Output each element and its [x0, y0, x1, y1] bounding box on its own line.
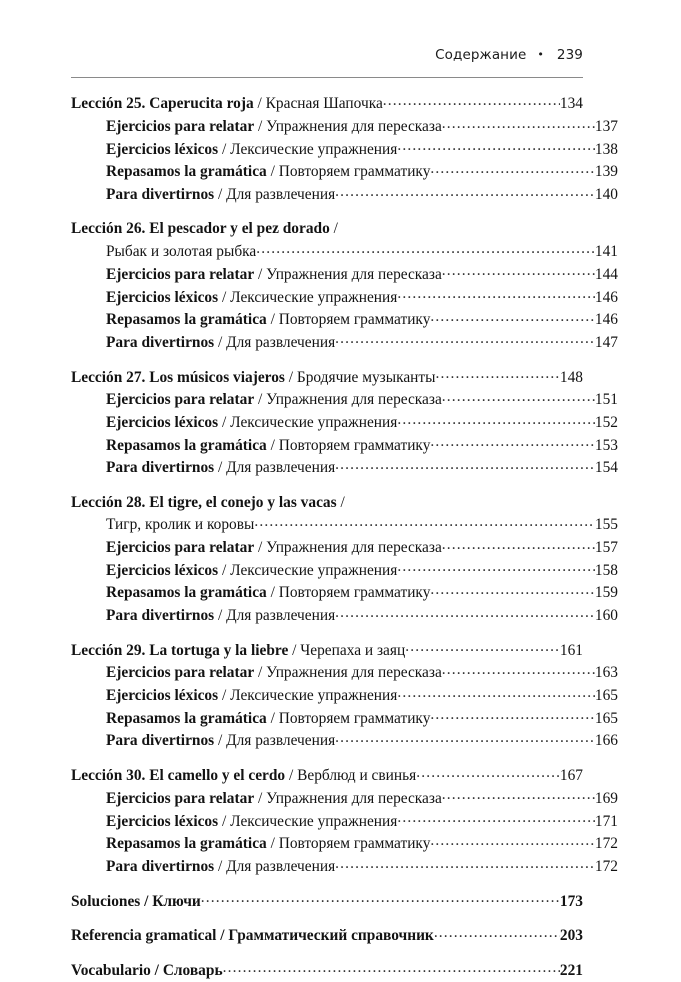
toc-entry-title-spanish: Ejercicios para relatar [106, 265, 255, 283]
toc-dot-leader [335, 856, 595, 871]
toc-entry-label [106, 788, 442, 810]
toc-entry-title-spanish: Ejercicios léxicos [106, 288, 219, 306]
toc-entry-label [106, 605, 335, 627]
toc-entry-title-spanish: Repasamos la gramática [106, 584, 267, 602]
toc-page-number: 138 [594, 140, 618, 158]
toc-entry-label [71, 960, 223, 982]
toc-dot-leader [397, 286, 595, 301]
toc-entry-title-russian: Упражнения для пересказа [266, 391, 442, 409]
toc-entry-label [106, 537, 442, 559]
toc-page-number: 140 [594, 186, 618, 204]
toc-entry-title-spanish: Ejercicios léxicos [106, 413, 219, 431]
toc-page-number: 147 [594, 333, 618, 351]
toc-entry-separator-slash: / [218, 288, 231, 306]
toc-entry-title-spanish: Soluciones [71, 892, 141, 910]
toc-backmatter-entry[interactable] [71, 925, 583, 948]
toc-dot-leader [435, 366, 559, 381]
toc-page-number: 165 [594, 709, 618, 727]
toc-entry-label [106, 457, 335, 479]
toc-page-number: 151 [594, 391, 618, 409]
toc-sub-entry[interactable] [71, 559, 618, 582]
toc-dot-leader [442, 116, 595, 131]
toc-lesson-heading[interactable] [71, 639, 583, 662]
toc-entry-title-spanish: Lección 30. El camello y el cerdo [71, 767, 286, 785]
toc-entry-title-russian: Лексические упражнения [230, 140, 398, 158]
toc-entry-separator-slash: / [254, 789, 267, 807]
toc-entry-title-russian: Для развлечения [226, 732, 336, 750]
toc-page-number: 146 [594, 311, 618, 329]
toc-dot-leader [430, 434, 595, 449]
toc-entry-title-spanish: Ejercicios para relatar [106, 664, 255, 682]
toc-page-number: 171 [594, 812, 618, 830]
toc-entry-title-russian: Бродячие музыканты [296, 368, 436, 386]
toc-dot-leader [335, 457, 595, 472]
toc-page-number: 146 [594, 288, 618, 306]
toc-page-number: 158 [594, 561, 618, 579]
toc-entry-separator-slash: / [214, 732, 227, 750]
toc-dot-leader [201, 890, 560, 905]
toc-lesson-heading[interactable] [71, 218, 583, 240]
toc-entry-title-russian: Черепаха и заяц [300, 641, 406, 659]
toc-page-number: 169 [594, 789, 618, 807]
toc-sub-entry[interactable] [71, 161, 618, 184]
toc-dot-leader [223, 960, 560, 975]
toc-entry-title-russian: Повторяем грамматику [278, 835, 431, 853]
table-of-contents [71, 93, 618, 982]
toc-entry-separator-slash: / [254, 664, 267, 682]
toc-page-number: 154 [594, 459, 618, 477]
toc-entry-label [71, 367, 435, 389]
toc-entry-label [71, 93, 383, 115]
toc-entry-title-spanish: Lección 27. Los músicos viajeros [71, 368, 285, 386]
toc-entry-label [71, 640, 405, 662]
toc-entry-title-spanish: Lección 29. La tortuga y la liebre [71, 641, 289, 659]
toc-entry-label [106, 116, 442, 138]
toc-dot-leader [335, 730, 595, 745]
toc-dot-leader [256, 241, 595, 256]
toc-entry-separator-slash: / [254, 391, 267, 409]
toc-entry-separator-slash: / [214, 607, 227, 625]
toc-entry-label [106, 184, 335, 206]
toc-dot-leader [430, 833, 595, 848]
running-head-page-number: 239 [556, 47, 583, 63]
toc-page-number: 163 [594, 664, 618, 682]
running-head-title: Содержание [435, 47, 527, 63]
toc-entry-title-russian: Для развлечения [226, 459, 336, 477]
toc-sub-entry[interactable] [71, 331, 618, 354]
toc-entry-title-russian: Для развлечения [226, 607, 336, 625]
toc-sub-entry[interactable] [71, 582, 618, 605]
toc-entry-label [106, 514, 254, 536]
toc-page-number: 155 [594, 516, 618, 534]
toc-page-number: 137 [594, 118, 618, 136]
toc-page-number: 144 [594, 265, 618, 283]
toc-entry-label [106, 139, 397, 161]
toc-entry-title-russian: Тигр, кролик и коровы [106, 516, 255, 534]
toc-entry-label [106, 264, 442, 286]
running-head [71, 47, 583, 63]
toc-sub-entry[interactable] [71, 457, 618, 480]
toc-entry-separator-slash: / [266, 436, 279, 454]
toc-entry-separator-slash: / [266, 311, 279, 329]
toc-sub-entry[interactable] [71, 286, 618, 309]
toc-entry-label [106, 161, 430, 183]
toc-page-number: 141 [594, 243, 618, 261]
toc-entry-label [71, 492, 345, 514]
toc-entry-label [106, 435, 430, 457]
toc-page-number: 172 [594, 857, 618, 875]
toc-entry-separator-slash: / [285, 767, 298, 785]
toc-entry-title-spanish: Repasamos la gramática [106, 311, 267, 329]
toc-backmatter-entry[interactable] [71, 960, 583, 982]
toc-sub-entry[interactable] [71, 810, 618, 833]
toc-entry-separator-slash: / [288, 641, 301, 659]
toc-entry-separator-slash: / [218, 561, 231, 579]
toc-entry-title-spanish: Lección 26. El pescador y el pez dorado [71, 220, 330, 238]
toc-page-number: 157 [594, 538, 618, 556]
toc-page-number: 172 [594, 835, 618, 853]
toc-entry-separator-slash: / [266, 835, 279, 853]
toc-sub-entry[interactable] [71, 833, 618, 856]
toc-entry-title-spanish: Referencia gramatical [71, 927, 217, 945]
toc-entry-label [106, 708, 430, 730]
toc-dot-leader [254, 514, 595, 529]
toc-entry-separator-slash: / [254, 538, 267, 556]
toc-entry-title-spanish: Repasamos la gramática [106, 436, 267, 454]
toc-dot-leader [430, 309, 595, 324]
toc-entry-title-spanish: Lección 28. El tigre, el conejo y las vacas [71, 493, 337, 511]
toc-entry-title-spanish: Vocabulario [71, 961, 151, 979]
toc-dot-leader [434, 925, 560, 940]
toc-entry-label [71, 925, 434, 947]
toc-page-number: 134 [559, 95, 583, 113]
toc-dot-leader [397, 810, 595, 825]
toc-entry-title-russian: Грамматический справочник [228, 927, 434, 945]
toc-entry-title-spanish: Repasamos la gramática [106, 709, 267, 727]
toc-dot-leader [397, 412, 595, 427]
toc-page-number: 165 [594, 687, 618, 705]
toc-entry-label [71, 765, 416, 787]
toc-page-number: 203 [559, 927, 583, 945]
toc-dot-leader [442, 662, 595, 677]
toc-entry-label [106, 730, 335, 752]
header-divider-rule [71, 77, 583, 78]
toc-lesson-heading[interactable] [71, 765, 583, 788]
toc-entry-title-russian: Лексические упражнения [230, 561, 398, 579]
toc-entry-title-spanish: Ejercicios léxicos [106, 687, 219, 705]
toc-entry-separator-slash: / [254, 265, 267, 283]
toc-entry-title-spanish: Ejercicios para relatar [106, 789, 255, 807]
toc-entry-title-spanish: Para divertirnos [106, 607, 215, 625]
toc-entry-label [106, 833, 430, 855]
toc-entry-label [71, 218, 338, 240]
toc-sub-entry[interactable] [71, 787, 618, 810]
toc-entry-separator-slash: / [218, 413, 231, 431]
toc-entry-title-spanish: Para divertirnos [106, 333, 215, 351]
toc-dot-leader [335, 184, 595, 199]
toc-dot-leader [405, 639, 560, 654]
toc-entry-label [106, 582, 430, 604]
toc-entry-separator-slash: / [214, 857, 227, 875]
toc-entry-label [106, 811, 397, 833]
toc-lesson-heading[interactable] [71, 93, 583, 116]
toc-entry-title-russian: Повторяем грамматику [278, 709, 431, 727]
toc-page-number: 159 [594, 584, 618, 602]
toc-entry-label [106, 241, 256, 263]
toc-entry-separator-slash: / [253, 95, 266, 113]
toc-entry-separator-slash: / [254, 118, 267, 136]
toc-page-number: 173 [559, 892, 583, 910]
toc-entry-title-russian: Повторяем грамматику [278, 436, 431, 454]
toc-entry-title-russian: Упражнения для пересказа [266, 118, 442, 136]
toc-dot-leader [397, 559, 595, 574]
toc-lesson-heading[interactable] [71, 366, 583, 389]
toc-entry-title-spanish: Ejercicios léxicos [106, 812, 219, 830]
toc-entry-title-russian: Ключи [152, 892, 201, 910]
toc-entry-separator-slash: / [214, 186, 227, 204]
toc-entry-separator-slash: / [140, 892, 153, 910]
toc-page-number: 148 [559, 368, 583, 386]
toc-entry-label [106, 332, 335, 354]
toc-sub-entry[interactable] [71, 662, 618, 685]
toc-entry-separator-slash: / [266, 584, 279, 602]
toc-entry-label [71, 891, 201, 913]
toc-page-number: 167 [559, 767, 583, 785]
toc-entry-label [106, 856, 335, 878]
toc-entry-separator-slash: / [216, 927, 229, 945]
toc-entry-label [106, 389, 442, 411]
toc-dot-leader [430, 582, 595, 597]
toc-sub-entry[interactable] [71, 116, 618, 139]
toc-entry-label [106, 287, 397, 309]
toc-entry-title-russian: Повторяем грамматику [278, 584, 431, 602]
toc-dot-leader [442, 389, 595, 404]
toc-entry-label [106, 685, 397, 707]
toc-entry-label [106, 560, 397, 582]
toc-entry-title-spanish: Repasamos la gramática [106, 835, 267, 853]
toc-lesson-heading-continuation[interactable] [71, 241, 618, 264]
toc-entry-title-russian: Лексические упражнения [230, 812, 398, 830]
toc-dot-leader [335, 605, 595, 620]
toc-entry-title-russian: Верблюд и свинья [297, 767, 417, 785]
toc-entry-title-spanish: Ejercicios para relatar [106, 391, 255, 409]
toc-sub-entry[interactable] [71, 389, 618, 412]
toc-entry-title-spanish: Ejercicios léxicos [106, 561, 219, 579]
toc-entry-title-russian: Для развлечения [226, 186, 336, 204]
toc-page-number: 152 [594, 413, 618, 431]
toc-entry-separator-slash: / [214, 459, 227, 477]
toc-sub-entry[interactable] [71, 309, 618, 332]
toc-sub-entry[interactable] [71, 685, 618, 708]
toc-sub-entry[interactable] [71, 856, 618, 879]
toc-entry-title-russian: Упражнения для пересказа [266, 265, 442, 283]
toc-entry-title-spanish: Para divertirnos [106, 186, 215, 204]
toc-entry-title-spanish: Para divertirnos [106, 732, 215, 750]
toc-entry-title-russian: Повторяем грамматику [278, 163, 431, 181]
toc-entry-title-russian: Лексические упражнения [230, 413, 398, 431]
toc-lesson-heading-continuation[interactable] [71, 514, 618, 537]
toc-sub-entry[interactable] [71, 707, 618, 730]
toc-entry-title-russian: Для развлечения [226, 857, 336, 875]
toc-page-number: 221 [559, 961, 583, 979]
toc-sub-entry[interactable] [71, 605, 618, 628]
toc-entry-label [106, 309, 430, 331]
toc-entry-title-spanish: Ejercicios para relatar [106, 538, 255, 556]
toc-dot-leader [397, 685, 595, 700]
toc-entry-title-russian: Упражнения для пересказа [266, 664, 442, 682]
toc-entry-separator-slash: / [336, 493, 345, 511]
toc-entry-title-spanish: Lección 25. Caperucita roja [71, 95, 254, 113]
toc-entry-title-spanish: Para divertirnos [106, 857, 215, 875]
toc-sub-entry[interactable] [71, 537, 618, 560]
toc-entry-title-russian: Рыбак и золотая рыбка [106, 243, 257, 261]
toc-entry-separator-slash: / [218, 687, 231, 705]
toc-sub-entry[interactable] [71, 434, 618, 457]
running-head-separator-dot: • [537, 48, 544, 61]
toc-dot-leader [383, 93, 560, 108]
toc-entry-separator-slash: / [284, 368, 297, 386]
toc-entry-title-spanish: Ejercicios para relatar [106, 118, 255, 136]
toc-dot-leader [430, 707, 595, 722]
toc-page-number: 166 [594, 732, 618, 750]
toc-entry-title-russian: Упражнения для пересказа [266, 789, 442, 807]
toc-entry-separator-slash: / [214, 333, 227, 351]
toc-dot-leader [397, 138, 595, 153]
toc-entry-separator-slash: / [266, 163, 279, 181]
toc-entry-title-russian: Лексические упражнения [230, 288, 398, 306]
toc-entry-separator-slash: / [150, 961, 163, 979]
toc-sub-entry[interactable] [71, 730, 618, 753]
toc-sub-entry[interactable] [71, 184, 618, 207]
toc-entry-title-russian: Для развлечения [226, 333, 336, 351]
toc-dot-leader [335, 331, 595, 346]
toc-entry-title-spanish: Ejercicios léxicos [106, 140, 219, 158]
toc-dot-leader [442, 537, 595, 552]
toc-entry-separator-slash: / [218, 140, 231, 158]
toc-dot-leader [442, 263, 595, 278]
toc-page-number: 153 [594, 436, 618, 454]
toc-sub-entry[interactable] [71, 263, 618, 286]
toc-page-number: 161 [559, 641, 583, 659]
toc-entry-title-russian: Словарь [162, 961, 223, 979]
toc-sub-entry[interactable] [71, 412, 618, 435]
toc-backmatter-entry[interactable] [71, 890, 583, 913]
toc-entry-title-spanish: Repasamos la gramática [106, 163, 267, 181]
toc-entry-label [106, 412, 397, 434]
toc-entry-title-russian: Упражнения для пересказа [266, 538, 442, 556]
toc-dot-leader [416, 765, 560, 780]
toc-page-number: 160 [594, 607, 618, 625]
toc-sub-entry[interactable] [71, 138, 618, 161]
toc-entry-separator-slash: / [329, 220, 338, 238]
toc-dot-leader [442, 787, 595, 802]
toc-entry-separator-slash: / [218, 812, 231, 830]
toc-page-number: 139 [594, 163, 618, 181]
toc-entry-label [106, 662, 442, 684]
toc-entry-title-russian: Красная Шапочка [265, 95, 383, 113]
toc-entry-title-spanish: Para divertirnos [106, 459, 215, 477]
toc-lesson-heading[interactable] [71, 492, 583, 514]
toc-entry-separator-slash: / [266, 709, 279, 727]
toc-entry-title-russian: Повторяем грамматику [278, 311, 431, 329]
toc-entry-title-russian: Лексические упражнения [230, 687, 398, 705]
toc-dot-leader [430, 161, 595, 176]
